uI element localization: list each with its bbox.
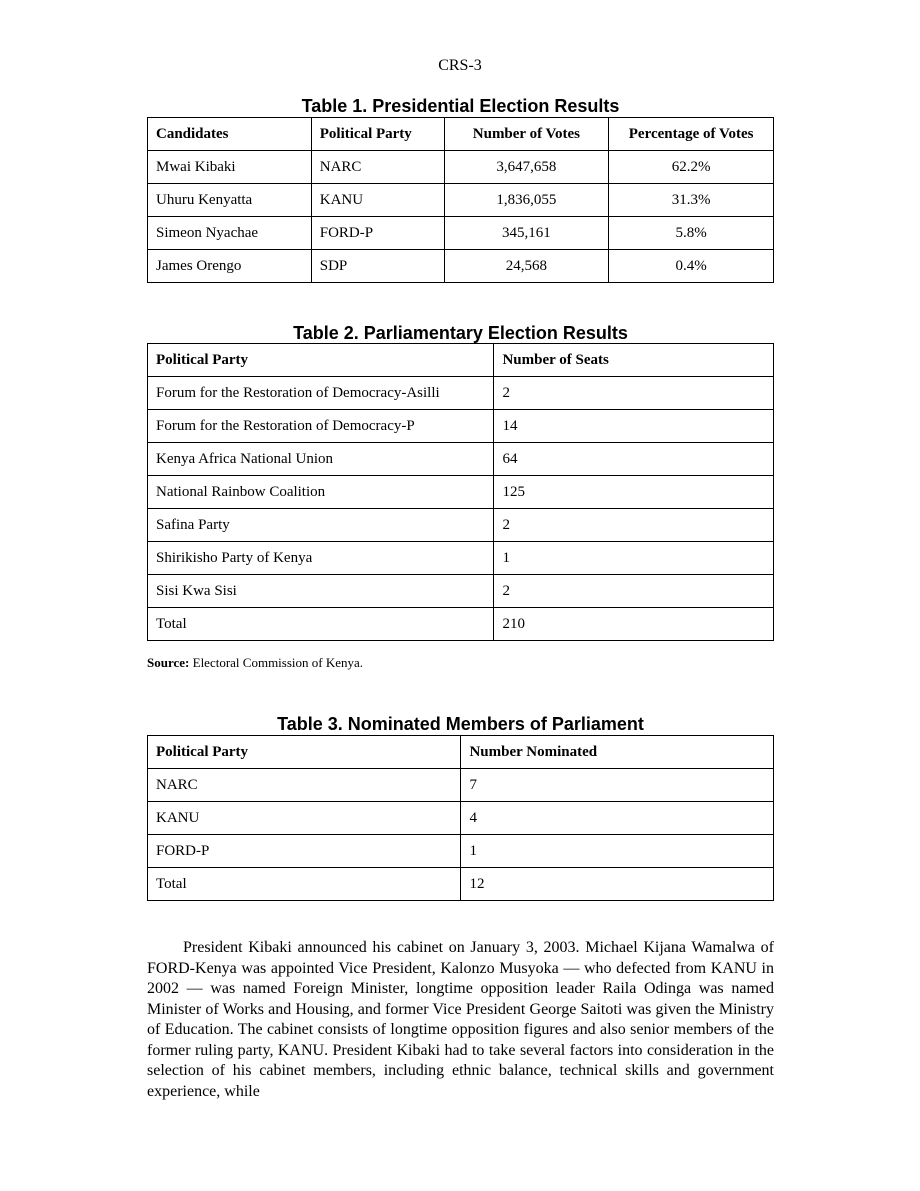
seats-cell: 1: [494, 542, 774, 575]
table-row: [148, 377, 774, 410]
party-cell: Forum for the Restoration of Democracy-P: [148, 410, 494, 443]
table-row: [148, 769, 774, 802]
column-header: Percentage of Votes: [609, 118, 774, 151]
column-header: Political Party: [311, 118, 444, 151]
table-header-row: [148, 344, 774, 377]
nominated-cell: 12: [461, 868, 774, 901]
column-header: Political Party: [148, 736, 461, 769]
percentage-cell: 31.3%: [609, 184, 774, 217]
seats-cell: 2: [494, 377, 774, 410]
party-cell: Forum for the Restoration of Democracy-Asilli: [148, 377, 494, 410]
party-cell: NARC: [311, 151, 444, 184]
party-cell: KANU: [311, 184, 444, 217]
party-cell: SDP: [311, 250, 444, 283]
party-cell: Safina Party: [148, 509, 494, 542]
party-cell: Total: [148, 868, 461, 901]
column-header: Number of Votes: [444, 118, 609, 151]
votes-cell: 345,161: [444, 217, 609, 250]
seats-cell: 125: [494, 476, 774, 509]
table1-title: Table 1. Presidential Election Results: [301, 96, 620, 116]
column-header: Number Nominated: [461, 736, 774, 769]
table-row: [148, 509, 774, 542]
party-cell: FORD-P: [148, 835, 461, 868]
presidential-results-table: [147, 117, 774, 283]
parliamentary-results-table: [147, 343, 774, 641]
table2-title: Table 2. Parliamentary Election Results: [293, 323, 628, 343]
votes-cell: 24,568: [444, 250, 609, 283]
table-row: [148, 476, 774, 509]
source-label: Source:: [147, 655, 190, 670]
percentage-cell: 0.4%: [609, 250, 774, 283]
table-row: [148, 443, 774, 476]
party-cell: Total: [148, 608, 494, 641]
candidate-cell: James Orengo: [148, 250, 312, 283]
table-row: [148, 835, 774, 868]
table-row: [148, 184, 774, 217]
candidate-cell: Uhuru Kenyatta: [148, 184, 312, 217]
candidate-cell: Mwai Kibaki: [148, 151, 312, 184]
column-header: Political Party: [148, 344, 494, 377]
table-row: [148, 542, 774, 575]
candidate-cell: Simeon Nyachae: [148, 217, 312, 250]
column-header: Number of Seats: [494, 344, 774, 377]
seats-cell: 64: [494, 443, 774, 476]
seats-cell: 14: [494, 410, 774, 443]
party-cell: FORD-P: [311, 217, 444, 250]
party-cell: KANU: [148, 802, 461, 835]
page-header: CRS-3: [438, 57, 482, 74]
party-cell: Sisi Kwa Sisi: [148, 575, 494, 608]
nominated-cell: 1: [461, 835, 774, 868]
votes-cell: 1,836,055: [444, 184, 609, 217]
party-cell: Kenya Africa National Union: [148, 443, 494, 476]
nominated-cell: 4: [461, 802, 774, 835]
seats-cell: 210: [494, 608, 774, 641]
percentage-cell: 5.8%: [609, 217, 774, 250]
nominated-members-table: [147, 735, 774, 901]
table-row: [148, 151, 774, 184]
party-cell: NARC: [148, 769, 461, 802]
table-row-total: [148, 868, 774, 901]
seats-cell: 2: [494, 509, 774, 542]
party-cell: Shirikisho Party of Kenya: [148, 542, 494, 575]
source-note: [147, 655, 363, 671]
source-text: Electoral Commission of Kenya.: [192, 655, 364, 670]
table-row: [148, 217, 774, 250]
table-row: [148, 575, 774, 608]
seats-cell: 2: [494, 575, 774, 608]
table-header-row: [148, 736, 774, 769]
percentage-cell: 62.2%: [609, 151, 774, 184]
votes-cell: 3,647,658: [444, 151, 609, 184]
party-cell: National Rainbow Coalition: [148, 476, 494, 509]
column-header: Candidates: [148, 118, 312, 151]
nominated-cell: 7: [461, 769, 774, 802]
body-paragraph: President Kibaki announced his cabinet on January 3, 2003. Michael Kijana Wamalwa of FORD-Kenya was appointed Vice President, Kalonzo Musyoka — who defected from KANU in 2002 — was named Foreign Minister, longtime opposition leader Raila Odinga was named Minister of Works and Housing, and former Vice President George Saitoti was given the Ministry of Education. The cabinet consists of longtime opposition figures and also senior members of the former ruling party, KANU. President Kibaki had to take several factors into consideration in the selection of his cabinet members, including ethnic balance, technical skills and government experience, while: [147, 939, 774, 1100]
table-row: [148, 802, 774, 835]
table-row: [148, 410, 774, 443]
table-header-row: [148, 118, 774, 151]
table3-title: Table 3. Nominated Members of Parliament: [277, 714, 644, 734]
table-row-total: [148, 608, 774, 641]
table-row: [148, 250, 774, 283]
